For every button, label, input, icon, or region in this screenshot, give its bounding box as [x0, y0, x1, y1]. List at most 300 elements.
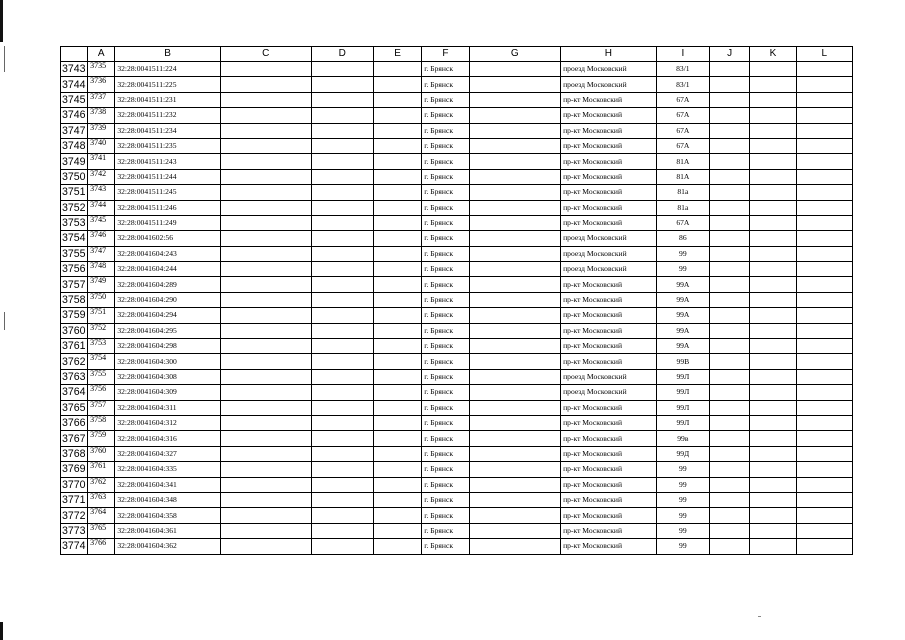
cell-e — [373, 477, 421, 492]
cell-e — [373, 354, 421, 369]
cell-c — [220, 200, 311, 215]
city: г. Брянск — [422, 446, 469, 461]
cell-c — [220, 108, 311, 123]
cell-e — [373, 262, 421, 277]
cell-k — [750, 262, 796, 277]
cell-a-value: 3745 — [90, 215, 107, 224]
column-header: H — [561, 47, 657, 62]
column-header: G — [469, 47, 561, 62]
table-row — [61, 231, 853, 246]
city: г. Брянск — [422, 369, 469, 384]
column-header: K — [750, 47, 796, 62]
cell-a-value: 3740 — [90, 138, 107, 147]
cell-l — [796, 123, 852, 138]
cell-j — [710, 400, 750, 415]
cadastral-number: 32:28:0041511:244 — [115, 169, 221, 184]
cell-d — [311, 446, 373, 461]
cell-c — [220, 185, 311, 200]
cell-l — [796, 339, 852, 354]
cell-d — [311, 508, 373, 523]
column-header: F — [422, 47, 469, 62]
cell-l — [796, 492, 852, 507]
row-number: 3746 — [61, 108, 88, 123]
cell-j — [710, 292, 750, 307]
house-number: 99Л — [656, 385, 709, 400]
city: г. Брянск — [422, 354, 469, 369]
cell-l — [796, 215, 852, 230]
table-row — [61, 108, 853, 123]
cell-c — [220, 385, 311, 400]
cell-j — [710, 262, 750, 277]
cell-a-value: 3746 — [90, 230, 107, 240]
cell-k — [750, 138, 796, 153]
cell-l — [796, 200, 852, 215]
cell-a-value: 3759 — [90, 430, 107, 440]
city: г. Брянск — [422, 492, 469, 507]
cell-c — [220, 246, 311, 261]
cell-j — [710, 154, 750, 169]
column-header: E — [373, 47, 421, 62]
street: проезд Московский — [561, 77, 657, 92]
cell-g — [469, 246, 561, 261]
cell-k — [750, 477, 796, 492]
city: г. Брянск — [422, 523, 469, 538]
city: г. Брянск — [422, 215, 469, 230]
cell-e — [373, 169, 421, 184]
table-row — [61, 277, 853, 292]
cell-k — [750, 200, 796, 215]
cell-a-value: 3748 — [90, 261, 107, 271]
cell-g — [469, 492, 561, 507]
table-row — [61, 154, 853, 169]
cell-d — [311, 123, 373, 138]
row-number: 3767 — [61, 431, 88, 446]
cell-k — [750, 292, 796, 307]
cell-c — [220, 492, 311, 507]
cell-c — [220, 415, 311, 430]
cell-a — [88, 308, 115, 323]
cadastral-number: 32:28:0041604:308 — [115, 369, 221, 384]
table-row — [61, 369, 853, 384]
table-row — [61, 138, 853, 153]
cadastral-number: 32:28:0041604:361 — [115, 523, 221, 538]
cadastral-number: 32:28:0041604:290 — [115, 292, 221, 307]
table-row — [61, 477, 853, 492]
city: г. Брянск — [422, 508, 469, 523]
cell-a-value: 3758 — [90, 415, 107, 424]
cell-e — [373, 277, 421, 292]
house-number: 99Д — [656, 446, 709, 461]
cell-c — [220, 215, 311, 230]
cell-k — [750, 508, 796, 523]
house-number: 81А — [656, 154, 709, 169]
house-number: 99Л — [656, 369, 709, 384]
street: пр-кт Московский — [561, 292, 657, 307]
cell-a-value: 3765 — [90, 523, 107, 532]
cell-g — [469, 354, 561, 369]
cell-j — [710, 492, 750, 507]
cadastral-number: 32:28:0041604:243 — [115, 246, 221, 261]
cell-k — [750, 539, 796, 554]
cell-k — [750, 169, 796, 184]
cell-d — [311, 462, 373, 477]
house-number: 83/1 — [656, 62, 709, 77]
cadastral-number: 32:28:0041604:309 — [115, 385, 221, 400]
column-header — [61, 47, 88, 62]
city: г. Брянск — [422, 92, 469, 107]
cell-a-value: 3742 — [90, 169, 107, 178]
cadastral-number: 32:28:0041604:362 — [115, 539, 221, 554]
table-row — [61, 446, 853, 461]
cell-e — [373, 246, 421, 261]
cadastral-number: 32:28:0041604:289 — [115, 277, 221, 292]
cell-l — [796, 77, 852, 92]
cell-a-value: 3735 — [90, 61, 107, 70]
cell-a — [88, 185, 115, 200]
cell-j — [710, 354, 750, 369]
table-row — [61, 92, 853, 107]
column-header: L — [796, 47, 852, 62]
cell-k — [750, 62, 796, 77]
cell-j — [710, 477, 750, 492]
cell-l — [796, 523, 852, 538]
cell-l — [796, 354, 852, 369]
scan-dot — [758, 616, 761, 617]
column-header: B — [115, 47, 221, 62]
cell-k — [750, 339, 796, 354]
street: пр-кт Московский — [561, 123, 657, 138]
city: г. Брянск — [422, 231, 469, 246]
cell-g — [469, 523, 561, 538]
cell-d — [311, 246, 373, 261]
cell-d — [311, 431, 373, 446]
table-row — [61, 508, 853, 523]
cell-a-value: 3741 — [90, 153, 107, 163]
cell-g — [469, 446, 561, 461]
house-number: 99 — [656, 246, 709, 261]
cell-a-value: 3752 — [90, 323, 107, 332]
cell-e — [373, 415, 421, 430]
city: г. Брянск — [422, 277, 469, 292]
house-number: 99Л — [656, 415, 709, 430]
cell-a-value: 3763 — [90, 492, 107, 501]
table-row — [61, 215, 853, 230]
cell-e — [373, 200, 421, 215]
cell-k — [750, 277, 796, 292]
cell-d — [311, 169, 373, 184]
cell-a — [88, 431, 115, 446]
cell-l — [796, 185, 852, 200]
cell-a — [88, 246, 115, 261]
cell-a-value: 3755 — [90, 369, 107, 378]
cell-g — [469, 138, 561, 153]
row-number: 3754 — [61, 231, 88, 246]
house-number: 99в — [656, 431, 709, 446]
cell-c — [220, 539, 311, 554]
cell-j — [710, 462, 750, 477]
cell-g — [469, 385, 561, 400]
cell-j — [710, 385, 750, 400]
cell-k — [750, 492, 796, 507]
cell-l — [796, 369, 852, 384]
street: пр-кт Московский — [561, 339, 657, 354]
cell-g — [469, 339, 561, 354]
table-row — [61, 169, 853, 184]
row-number: 3749 — [61, 154, 88, 169]
cell-l — [796, 431, 852, 446]
house-number: 81а — [656, 200, 709, 215]
cell-a — [88, 169, 115, 184]
cell-e — [373, 62, 421, 77]
cell-g — [469, 539, 561, 554]
cell-d — [311, 339, 373, 354]
cell-j — [710, 123, 750, 138]
cell-a — [88, 77, 115, 92]
cell-e — [373, 400, 421, 415]
cell-g — [469, 508, 561, 523]
table-row — [61, 308, 853, 323]
street: пр-кт Московский — [561, 400, 657, 415]
cell-j — [710, 369, 750, 384]
cell-k — [750, 400, 796, 415]
cell-d — [311, 62, 373, 77]
cell-j — [710, 323, 750, 338]
row-number: 3750 — [61, 169, 88, 184]
cadastral-number: 32:28:0041604:294 — [115, 308, 221, 323]
cell-k — [750, 431, 796, 446]
cell-j — [710, 339, 750, 354]
row-number: 3752 — [61, 200, 88, 215]
cadastral-number: 32:28:0041604:316 — [115, 431, 221, 446]
street: пр-кт Московский — [561, 308, 657, 323]
cell-k — [750, 308, 796, 323]
cell-l — [796, 246, 852, 261]
cell-d — [311, 77, 373, 92]
cell-c — [220, 62, 311, 77]
cell-a — [88, 508, 115, 523]
row-number: 3770 — [61, 477, 88, 492]
cell-e — [373, 462, 421, 477]
cell-l — [796, 539, 852, 554]
cell-l — [796, 138, 852, 153]
street: проезд Московский — [561, 62, 657, 77]
row-number: 3763 — [61, 369, 88, 384]
cell-k — [750, 354, 796, 369]
city: г. Брянск — [422, 431, 469, 446]
cell-a — [88, 462, 115, 477]
cell-l — [796, 400, 852, 415]
cell-a-value: 3764 — [90, 507, 107, 517]
cell-e — [373, 215, 421, 230]
cell-c — [220, 446, 311, 461]
house-number: 99А — [656, 277, 709, 292]
cell-c — [220, 477, 311, 492]
cell-a — [88, 123, 115, 138]
cell-e — [373, 323, 421, 338]
cell-a — [88, 92, 115, 107]
cell-d — [311, 415, 373, 430]
cell-d — [311, 477, 373, 492]
cell-c — [220, 431, 311, 446]
cell-a — [88, 446, 115, 461]
cell-a — [88, 339, 115, 354]
cell-c — [220, 77, 311, 92]
table-row — [61, 354, 853, 369]
cell-k — [750, 231, 796, 246]
table-body — [61, 62, 853, 555]
cell-k — [750, 523, 796, 538]
cell-j — [710, 92, 750, 107]
table-row — [61, 415, 853, 430]
cell-a — [88, 477, 115, 492]
table-row — [61, 292, 853, 307]
cell-g — [469, 92, 561, 107]
street: пр-кт Московский — [561, 138, 657, 153]
cell-c — [220, 123, 311, 138]
cell-j — [710, 431, 750, 446]
cell-g — [469, 400, 561, 415]
cell-a — [88, 62, 115, 77]
cell-a-value: 3756 — [90, 384, 107, 394]
cell-k — [750, 369, 796, 384]
street: пр-кт Московский — [561, 277, 657, 292]
cell-g — [469, 185, 561, 200]
cadastral-number: 32:28:0041604:348 — [115, 492, 221, 507]
cell-a — [88, 492, 115, 507]
cell-g — [469, 415, 561, 430]
scan-edge-bottom — [0, 622, 3, 640]
row-number: 3773 — [61, 523, 88, 538]
street: проезд Московский — [561, 369, 657, 384]
cadastral-number: 32:28:0041604:300 — [115, 354, 221, 369]
row-number: 3753 — [61, 215, 88, 230]
column-header-row — [61, 47, 853, 62]
cell-g — [469, 308, 561, 323]
row-number: 3772 — [61, 508, 88, 523]
cell-g — [469, 62, 561, 77]
row-number: 3757 — [61, 277, 88, 292]
cell-c — [220, 523, 311, 538]
cell-c — [220, 369, 311, 384]
cell-l — [796, 508, 852, 523]
cell-d — [311, 400, 373, 415]
street: пр-кт Московский — [561, 477, 657, 492]
cell-c — [220, 277, 311, 292]
cell-j — [710, 415, 750, 430]
house-number: 83/1 — [656, 77, 709, 92]
cell-a-value: 3750 — [90, 292, 107, 301]
house-number: 67А — [656, 138, 709, 153]
cell-e — [373, 508, 421, 523]
cell-l — [796, 308, 852, 323]
city: г. Брянск — [422, 539, 469, 554]
table-row — [61, 523, 853, 538]
cell-a — [88, 385, 115, 400]
cell-g — [469, 369, 561, 384]
cell-a — [88, 108, 115, 123]
cell-j — [710, 277, 750, 292]
row-number: 3756 — [61, 262, 88, 277]
house-number: 67А — [656, 123, 709, 138]
cell-l — [796, 462, 852, 477]
city: г. Брянск — [422, 154, 469, 169]
street: проезд Московский — [561, 262, 657, 277]
cell-a-value: 3761 — [90, 461, 107, 471]
cell-k — [750, 77, 796, 92]
table-row — [61, 462, 853, 477]
house-number: 86 — [656, 231, 709, 246]
cell-j — [710, 200, 750, 215]
cell-a-value: 3753 — [90, 338, 107, 348]
cell-g — [469, 77, 561, 92]
cell-j — [710, 62, 750, 77]
cell-l — [796, 169, 852, 184]
cell-l — [796, 385, 852, 400]
house-number: 99А — [656, 323, 709, 338]
row-number: 3764 — [61, 385, 88, 400]
cell-g — [469, 231, 561, 246]
cell-e — [373, 446, 421, 461]
cell-e — [373, 339, 421, 354]
cadastral-table — [60, 46, 853, 555]
cell-a — [88, 400, 115, 415]
cell-d — [311, 523, 373, 538]
city: г. Брянск — [422, 385, 469, 400]
cadastral-number: 32:28:0041511:245 — [115, 185, 221, 200]
cell-c — [220, 400, 311, 415]
cell-c — [220, 292, 311, 307]
cell-c — [220, 508, 311, 523]
cell-g — [469, 262, 561, 277]
cell-j — [710, 246, 750, 261]
cell-g — [469, 108, 561, 123]
cell-e — [373, 369, 421, 384]
cell-g — [469, 323, 561, 338]
house-number: 99 — [656, 539, 709, 554]
cell-g — [469, 462, 561, 477]
column-header: J — [710, 47, 750, 62]
street: пр-кт Московский — [561, 154, 657, 169]
cell-e — [373, 77, 421, 92]
street: пр-кт Московский — [561, 92, 657, 107]
street: пр-кт Московский — [561, 523, 657, 538]
cell-c — [220, 339, 311, 354]
house-number: 67А — [656, 108, 709, 123]
cell-k — [750, 185, 796, 200]
row-number: 3761 — [61, 339, 88, 354]
cell-a — [88, 277, 115, 292]
house-number: 67А — [656, 92, 709, 107]
cell-l — [796, 92, 852, 107]
row-number: 3760 — [61, 323, 88, 338]
cell-a — [88, 415, 115, 430]
row-number: 3768 — [61, 446, 88, 461]
house-number: 99 — [656, 477, 709, 492]
cell-l — [796, 277, 852, 292]
city: г. Брянск — [422, 308, 469, 323]
cell-a-value: 3766 — [90, 538, 107, 548]
cell-d — [311, 262, 373, 277]
cell-l — [796, 446, 852, 461]
cell-e — [373, 231, 421, 246]
cell-a-value: 3737 — [90, 92, 107, 101]
cell-c — [220, 323, 311, 338]
cell-j — [710, 539, 750, 554]
street: проезд Московский — [561, 385, 657, 400]
row-number: 3747 — [61, 123, 88, 138]
cell-j — [710, 523, 750, 538]
column-header: C — [220, 47, 311, 62]
